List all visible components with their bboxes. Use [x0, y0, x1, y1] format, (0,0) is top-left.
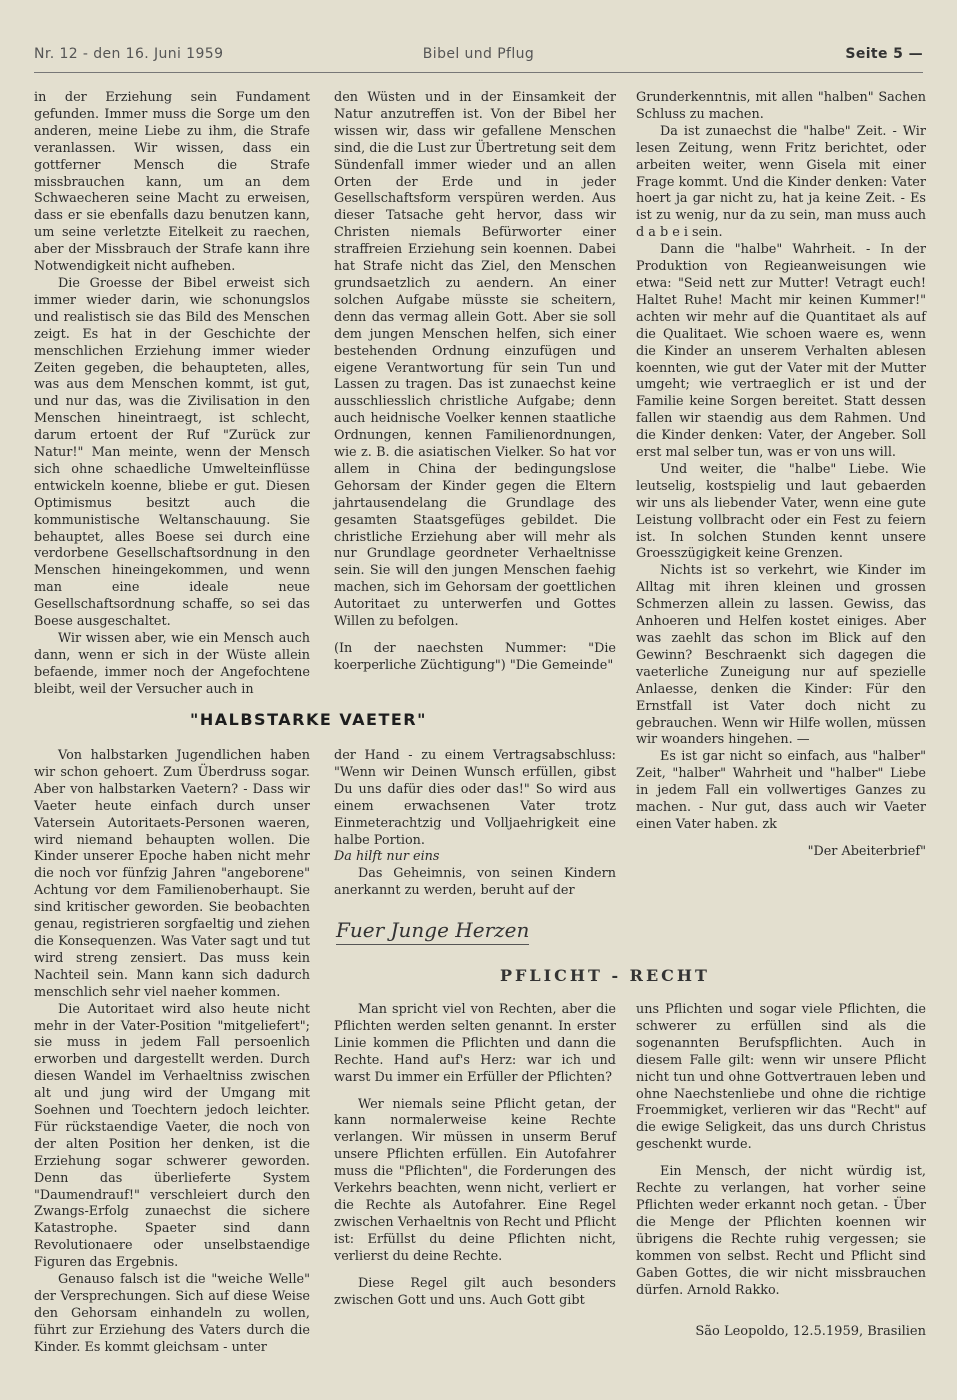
- place-date: São Leopoldo, 12.5.1959, Brasilien: [695, 1324, 926, 1339]
- paragraph: den Wüsten und in der Einsamkeit der Natur anzutreffen ist. Von der Bibel her wissen wir, dass wir gefallene Menschen sind, die die Lust zur Übertretung seit dem Sündenfall immer wieder und an allen Orten der Erde und in jeder Gesellschaftsform verspüren werden. Aus dieser Tatsache geht hervor, dass wir Christen niemals Befürworter einer straffreien Erziehung sein koennen. Dabei hat Strafe nicht das Ziel, den Menschen grundsaetzlich zu aendern. An einer solchen Aufgabe müsste sie scheitern, denn das vermag allein Gott. Aber sie soll dem jungen Menschen helfen, sich einer bestehenden Ordnung einzufügen und eigene Verantwortung für sein Tun und Lassen zu tragen. Das ist zunaechst keine ausschliesslich christliche Aufgabe; denn auch heidnische Voelker kennen staatliche Ordnungen, kennen Familienordnungen, wie z. B. die asiatischen Vielker. So hat vor allem in China der bedingungslose Gehorsam der Kinder gegen die Eltern jahrtausendelang die Grundlage des gesamten Staatsgefüges gebildet. Die christliche Erziehung aber will mehr als nur Grundlage geordneter Verhaeltnisse sein. Sie will den jungen Menschen faehig machen, sich im Gehorsam der goettlichen Autoritaet zu unterwerfen und Gottes Willen zu befolgen.: [334, 90, 616, 630]
- article2-column-2: [334, 748, 616, 900]
- publication-name: Bibel und Pflug: [422, 46, 535, 62]
- paragraph: Man spricht viel von Rechten, aber die Pflichten werden selten genannt. In erster Linie kommen die Pflichten und dann die Rechte. Hand auf's Herz: war ich und warst Du immer ein Erfüller der Pflichten?: [334, 1002, 616, 1085]
- section-title: Fuer Junge Herzen: [336, 918, 529, 945]
- article3-column-2: [636, 1002, 926, 1299]
- paragraph: Es ist gar nicht so einfach, aus "halber" Zeit, "halber" Wahrheit und "halber" Liebe in jedem Fall ein vollwertiges Ganzes zu machen. - Nur gut, dass auch wir Vaeter einen Vater haben. zk: [636, 749, 926, 832]
- paragraph: Wir wissen aber, wie ein Mensch auch dann, wenn er sich in der Wüste allein befaende, immer noch der Angefochtene bleibt, weil der Versucher auch in: [34, 631, 310, 697]
- paragraph: der Hand - zu einem Vertragsabschluss: "Wenn wir Deinen Wunsch erfüllen, gibst Du uns dafür dies oder das!" So wird aus einem erwachsenen Vater trotz Einmeterachtzig und Volljaehrigkeit eine halbe Portion.: [334, 748, 616, 848]
- paragraph: Und weiter, die "halbe" Liebe. Wie leutselig, kostspielig und laut gebaerden wir uns als liebender Vater, wenn eine gute Leistung vollbracht oder ein Fest zu feiern ist. In solchen Stunden kennt unsere Groesszügigkeit keine Grenzen.: [636, 461, 926, 562]
- paragraph: Wer niemals seine Pflicht getan, der kann normalerweise keine Rechte verlangen. Wir müssen in unserm Beruf unsere Pflichten erfüllen. Ein Autofahrer muss die "Pflichten", die Forderungen des Verkehrs beachten, wenn nicht, verliert er die Rechte als Autofahrer. Eine Regel zwischen Verhaeltnis von Recht und Pflicht ist: Erfüllst du deine Pflichten nicht, verlierst du deine Rechte.: [334, 1096, 616, 1264]
- article3-title: PFLICHT - RECHT: [500, 966, 710, 985]
- paragraph: Nichts ist so verkehrt, wie Kinder im Alltag mit ihren kleinen und grossen Schmerzen allein zu lassen. Gewiss, das Anhoeren und Helfen kostet einiges. Aber was zaehlt das schon im Blick auf den Gewinn? Beschraenkt sich dagegen die vaeterliche Zuneigung nur auf spezielle Anlaesse, denken die Kinder: Für den Ernstfall ist Vater doch nicht zu gebrauchen. Wenn wir Hilfe wollen, müssen wir woanders hingehen. —: [636, 563, 926, 748]
- header-rule: [34, 72, 923, 73]
- paragraph: Das Geheimnis, von seinen Kindern anerkannt zu werden, beruht auf der: [334, 866, 616, 899]
- article3-column-1: [334, 1002, 616, 1309]
- next-issue-note: (In der naechsten Nummer: "Die koerperliche Züchtigung") "Die Gemeinde": [334, 641, 616, 673]
- paragraph: Dann die "halbe" Wahrheit. - In der Produktion von Regieanweisungen wie etwa: "Seid nett zur Mutter! Vetragt euch! Haltet Ruhe! Macht mir keinen Kummer!" achten wir mehr auf die Quantitaet als auf die Qualitaet. Wie schoen waere es, wenn die Kinder an unserem Verhalten ablesen koennten, wie gut der Vater mit der Mutter umgeht; wie vertraeglich er ist und der Familie keine Sorgen bereitet. Statt dessen fallen wir staendig aus dem Rahmen. Und die Kinder denken: Vater, der Angeber. Soll erst mal selber tun, was er von uns will.: [636, 242, 926, 461]
- paragraph: Diese Regel gilt auch besonders zwischen Gott und uns. Auch Gott gibt: [334, 1275, 616, 1308]
- article2-title: "HALBSTARKE VAETER": [190, 710, 427, 729]
- subheading: Da hilft nur eins: [334, 849, 440, 865]
- paragraph: Grunderkenntnis, mit allen "halben" Sachen Schluss zu machen.: [636, 90, 926, 122]
- article1-column-2: [334, 90, 616, 675]
- source-credit: "Der Abeiterbrief": [807, 843, 926, 859]
- paragraph: uns Pflichten und sogar viele Pflichten, die schwerer zu erfüllen sind als die sogenannten Berufspflichten. Auch in diesem Falle gilt: wenn wir unsere Pflicht nicht tun und ohne Gottvertrauen leben und ohne Naechstenliebe und ohne die richtige Froemmigket, verlieren wir das "Recht" auf die ewige Seligkeit, das uns durch Christus geschenkt wurde.: [636, 1002, 926, 1153]
- paragraph: Die Autoritaet wird also heute nicht mehr in der Vater-Position "mitgeliefert"; sie muss in jedem Fall persoenlich erworben und dargestellt werden. Durch diesen Wandel im Verhaeltniss zwischen alt und jung wird der Umgang mit Soehnen und Toechtern jedoch leichter. Für rückstaendige Vaeter, die noch von der alten Position her denken, ist die Erziehung sogar schwerer geworden. Denn das überlieferte System "Daumendrauf!" verschleiert durch den Zwangs-Erfolg zunaechst die sichere Katastrophe. Spaeter sind dann Revolutionaere oder unselbstaendige Figuren das Ergebnis.: [34, 1001, 310, 1271]
- paragraph: Genauso falsch ist die "weiche Welle" der Versprechungen. Sich auf diese Weise den Gehorsam einhandeln zu wollen, führt zur Erziehung des Vaters durch die Kinder. Es kommt gleichsam - unter: [34, 1272, 310, 1355]
- paragraph: Von halbstarken Jugendlichen haben wir schon gehoert. Zum Überdruss sogar. Aber von halbstarken Vaetern? - Dass wir Vaeter heute einfach durch unser Vatersein Autoritaets-Personen waeren, wird niemand behaupten wollen. Die Kinder unserer Epoche haben nicht mehr die noch vor fünfzig Jahren "angeborene" Achtung vor dem Familienoberhaupt. Sie sind kritischer geworden. Sie beobachten genau, registrieren sorgfaeltig und ziehen die Konsequenzen. Was Vater sagt und tut wird streng zensiert. Das muss kein Nachteil sein. Mann kann sich dadurch menschlich sehr viel naeher kommen.: [34, 748, 310, 1000]
- article2-column-3: [636, 90, 926, 861]
- paragraph: Ein Mensch, der nicht würdig ist, Rechte zu verlangen, hat vorher seine Pflichten weder erkannt noch getan. - Über die Menge der Pflichten koennen wir übrigens die Rechte ruhig vergessen; sie kommen von selbst. Recht und Pflicht sind Gaben Gottes, die wir nicht missbrauchen dürfen. Arnold Rakko.: [636, 1164, 926, 1298]
- running-header: [34, 46, 923, 70]
- paragraph: Da ist zunaechst die "halbe" Zeit. - Wir lesen Zeitung, wenn Fritz berichtet, oder arbeiten weiter, wenn Gisela mit einer Frage kommt. Und die Kinder denken: Vater hoert ja gar nicht zu, hat ja keine Zeit. - Es ist zu wenig, nur da zu sein, man muss auch d a b e i sein.: [636, 123, 926, 241]
- issue-number: Nr. 12 - den 16. Juni 1959: [34, 46, 224, 62]
- paragraph: Die Groesse der Bibel erweist sich immer wieder darin, wie schonungslos und realistisch sie das Bild des Menschen zeigt. Es hat in der Geschichte der menschlichen Erziehung immer wieder Zeiten gegeben, die behaupteten, alles, was aus dem Menschen kommt, ist gut, und nur das, was die Zivilisation in den Menschen hineintraegt, ist schlecht, darum ertoent der Ruf "Zurück zur Natur!" Man meinte, wenn der Mensch sich ohne schaedliche Umwelteinflüsse entwickeln koenne, bliebe er gut. Diesen Optimismus besitzt auch die kommunistische Weltanschauung. Sie behauptet, alles Boese sei durch eine verdorbene Gesellschaftsordnung in den Menschen hineingekommen, und wenn man eine ideale neue Gesellschaftsordnung schaffe, so sei das Boese ausgeschaltet.: [34, 275, 310, 630]
- article1-column-1: [34, 90, 310, 699]
- page-number: Seite 5 —: [845, 46, 923, 62]
- paragraph: in der Erziehung sein Fundament gefunden. Immer muss die Sorge um den anderen, meine Liebe zu ihm, die Strafe veranlassen. Wir wissen, dass ein gottferner Mensch die Strafe missbrauchen kann, um an dem Schwaecheren seine Macht zu erweisen, dass er sie ebenfalls dazu benutzen kann, um seine verletzte Eitelkeit zu raechen, aber der Missbrauch der Strafe kann ihre Notwendigkeit nicht aufheben.: [34, 90, 310, 275]
- article2-column-1: [34, 748, 310, 1357]
